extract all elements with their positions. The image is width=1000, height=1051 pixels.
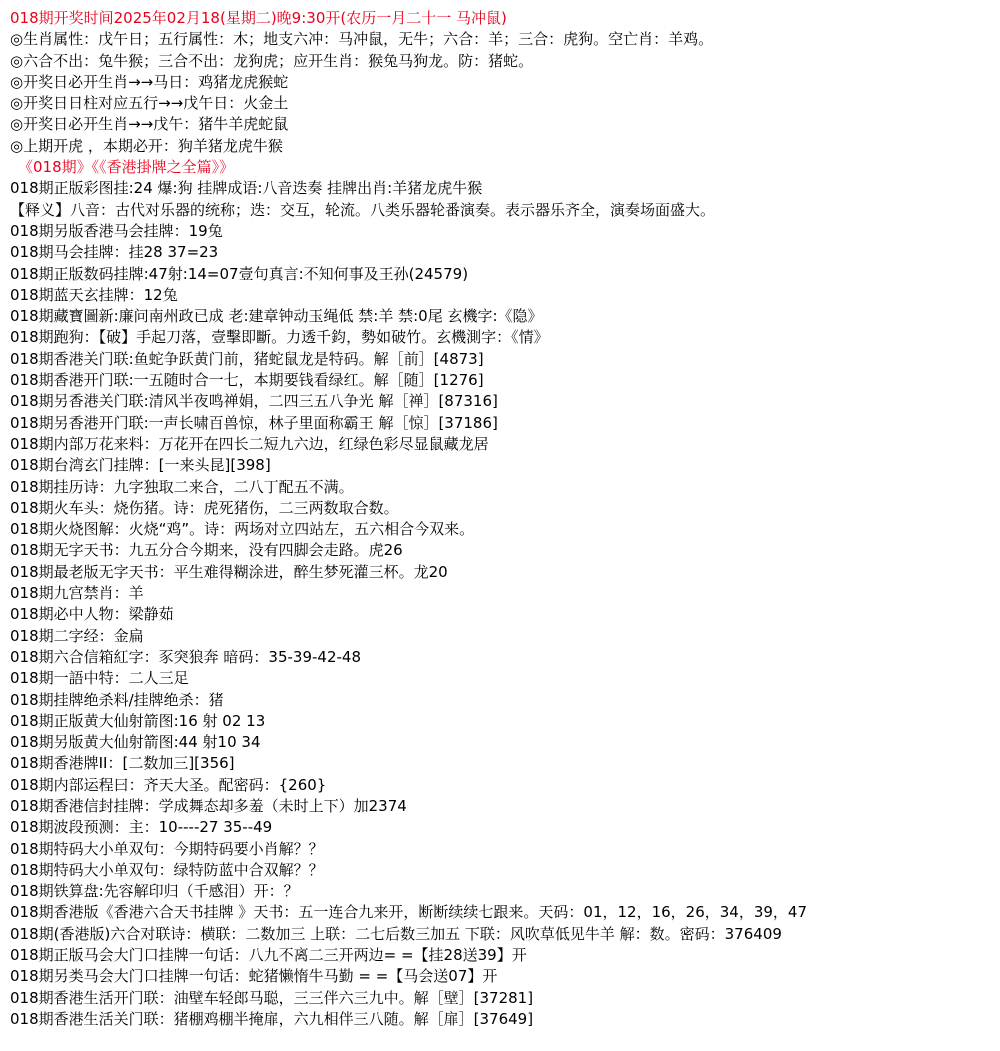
entry-line: 018期另香港关门联:清风半夜鸣禅娟，二四三五八争光 解［禅］[87316] bbox=[10, 392, 498, 411]
entry-line: 018期九宫禁肖：羊 bbox=[10, 584, 144, 603]
draw-time-heading: 018期开奖时间2025年02月18(星期二)晚9:30开(农历一月二十一 马冲鼠) bbox=[10, 9, 507, 27]
entry-line: 018期二字经：金扁 bbox=[10, 626, 144, 645]
zodiac-attributes-line: ◎生肖属性：戊午日；五行属性：木；地支六冲：马冲鼠，无牛；六合：羊；三合：虎狗。空亡肖：羊鸡。 bbox=[10, 30, 714, 49]
liuhe-exclusion-line: ◎六合不出：兔牛猴；三合不出：龙狗虎；应开生肖：猴兔马狗龙。防：猪蛇。 bbox=[10, 51, 534, 70]
entry-line: 018期无字天书：九五分合今期来，没有四脚会走路。虎26 bbox=[10, 541, 403, 560]
entry-line: 018期正版彩图挂:24 爆:狗 挂牌成语:八音迭奏 挂牌出肖:羊猪龙虎牛猴 bbox=[10, 179, 483, 198]
section-title: 《018期》《《香港掛牌之全篇》》 bbox=[18, 158, 235, 177]
entry-line: 018期另版香港马会挂牌：19兔 bbox=[10, 221, 223, 240]
entry-line: 【释义】八音：古代对乐器的统称；迭：交互，轮流。八类乐器轮番演奏。表示器乐齐全，演奏场面盛大。 bbox=[10, 200, 716, 219]
entry-line: 018期特码大小单双句：今期特码要小肖解？？ bbox=[10, 839, 324, 858]
entry-line: 018期挂历诗：九字独取二来合，二八丁配五不满。 bbox=[10, 477, 354, 496]
entry-line: 018期特码大小单双句：绿特防蓝中合双解？？ bbox=[10, 860, 324, 879]
entry-line: 018期一語中特：二人三足 bbox=[10, 669, 189, 688]
entry-line: 018期跑狗：【破】手起刀落，壹擊即斷。力透千鈞，勢如破竹。玄機測字：《情》 bbox=[10, 328, 549, 347]
entry-line: 018期香港信封挂牌：学成舞态却多羞（未时上下）加2374 bbox=[10, 796, 407, 815]
entry-line: 018期必中人物：梁静茹 bbox=[10, 605, 174, 624]
entry-line: 018期香港生活关门联：猪棚鸡棚半掩扉，六九相伴三八随。解［扉］[37649] bbox=[10, 1009, 534, 1028]
entry-line: 018期内部运程曰：齐天大圣。配密码：{260} bbox=[10, 775, 327, 794]
entry-line: 018期香港版《香港六合天书挂牌 》天书：五一连合九来开，断断续续七跟来。天码：01，12，16，26，34，39，47 bbox=[10, 903, 808, 922]
entry-line: 018期正版黄大仙射箭图:16 射 02 13 bbox=[10, 711, 266, 730]
entry-line: 018期正版数码挂牌:47射:14=07壹句真言:不知何事及王孙(24579) bbox=[10, 264, 469, 283]
entry-line: 018期藏寶圖新:廉问南州政已成 老:建章钟动玉绳低 禁:羊 禁:0尾 玄機字:《隐》 bbox=[10, 307, 543, 326]
entry-line: 018期香港生活开门联：油壁车轻郎马聪，三三伴六三九中。解［壁］[37281] bbox=[10, 988, 534, 1007]
previous-draw-line: ◎上期开虎 ，本期必开：狗羊猪龙虎牛猴 bbox=[10, 136, 283, 155]
entry-line: 018期另版黄大仙射箭图:44 射10 34 bbox=[10, 733, 261, 752]
entry-line: 018期另香港开门联:一声长啸百兽惊，林子里面称霸王 解［惊］[37186] bbox=[10, 413, 498, 432]
entry-line: 018期火车头：烧伤猪。诗：虎死猪伤，二三两数取合数。 bbox=[10, 498, 399, 517]
day-pillar-element-line: ◎开奖日日柱对应五行→→戊午日：火金土 bbox=[10, 94, 289, 113]
entry-line: 018期台湾玄门挂牌：[一来头昆][398] bbox=[10, 456, 271, 475]
entry-line: 018期火烧图解：火烧“鸡”。诗：两场对立四站左，五六相合今双来。 bbox=[10, 520, 475, 539]
horse-day-zodiac-line: ◎开奖日必开生肖→→马日：鸡猪龙虎猴蛇 bbox=[10, 72, 289, 91]
entry-line: 018期最老版无字天书：平生难得糊涂进，醉生梦死灌三杯。龙20 bbox=[10, 562, 448, 581]
entry-line: 018期正版马会大门口挂牌一句话：八九不离二三开两边= =【挂28送39】开 bbox=[10, 946, 527, 965]
entry-line: 018期(香港版)六合对联诗：横联：二数加三 上联：二七后数三加五 下联：风吹草低见牛羊 解：数。密码：376409 bbox=[10, 924, 782, 943]
entry-line: 018期铁算盘:先容解印归（千感泪）开：？ bbox=[10, 882, 299, 901]
document bbox=[10, 8, 995, 1030]
entry-line: 018期香港牌II：[二数加三][356] bbox=[10, 754, 235, 773]
entry-line: 018期蓝天玄挂牌：12兔 bbox=[10, 285, 178, 304]
entry-line: 018期香港关门联:鱼蛇争跃黄门前，猪蛇鼠龙是特码。解［前］[4873] bbox=[10, 349, 484, 368]
entry-line: 018期内部万花来料：万花开在四长二短九六边，红绿色彩尽显鼠藏龙居 bbox=[10, 434, 489, 453]
entry-line: 018期挂牌绝杀料/挂牌绝杀：猪 bbox=[10, 690, 224, 709]
entry-line: 018期波段预测：主：10----27 35--49 bbox=[10, 818, 273, 837]
entry-line: 018期六合信箱紅字：豕突狼奔 暗码：35-39-42-48 bbox=[10, 647, 361, 666]
entry-line: 018期马会挂牌：挂28 37=23 bbox=[10, 243, 219, 262]
entry-line: 018期香港开门联:一五随时合一七，本期要钱看绿红。解［随］[1276] bbox=[10, 371, 484, 390]
entry-line: 018期另类马会大门口挂牌一句话：蛇猪懒惰牛马勤 = =【马会送07】开 bbox=[10, 967, 498, 986]
wuwu-zodiac-line: ◎开奖日必开生肖→→戊午：猪牛羊虎蛇鼠 bbox=[10, 115, 289, 134]
